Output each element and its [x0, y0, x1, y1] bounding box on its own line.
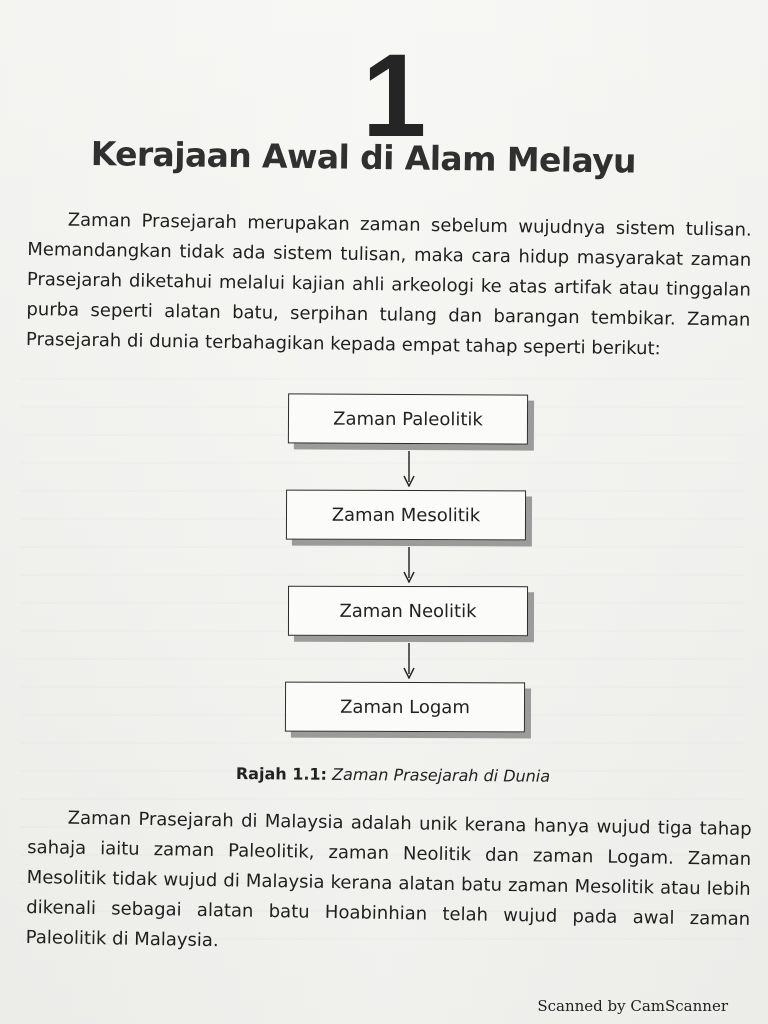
figure-caption	[236, 763, 576, 788]
flowchart-step-label: Zaman Neolitik	[339, 600, 477, 622]
body-paragraph: Zaman Prasejarah di Malaysia adalah unik kerana hanya wujud tiga tahap sahaja iaitu zaman Paleolitik, zaman Neolitik dan zaman Logam. Zaman Mesolitik tidak wujud di Malaysia kerana alatan batu zaman Mesolitik atau lebih dikenali sebagai alatan batu Hoabinhian telah wujud pada awal zaman Paleolitik di Malaysia.	[25, 807, 752, 952]
scanner-note: Scanned by CamScanner	[537, 997, 728, 1015]
figure-caption-label: Rajah 1.1:	[235, 763, 328, 784]
chapter-number: 1	[362, 30, 421, 162]
down-arrow-icon	[402, 643, 416, 679]
chapter-title: Kerajaan Awal di Alam Melayu	[90, 134, 637, 181]
intro-paragraph: Zaman Prasejarah merupakan zaman sebelum wujudnya sistem tulisan. Memandangkan tidak ada sistem tulisan, maka cara hidup masyarakat zaman Prasejarah diketahui melalui kajian ahli arkeologi ke atas artifak atau tinggalan purba seperti alatan batu, serpihan tulang dan barangan tembikar. Zaman Prasejarah di dunia terbahagikan kepada empat tahap seperti berikut:	[25, 209, 752, 360]
figure-caption-text: Zaman Prasejarah di Dunia	[332, 764, 551, 786]
down-arrow-icon	[402, 451, 416, 487]
flowchart-step-mesolitik	[286, 490, 526, 541]
flowchart-step-logam	[285, 682, 525, 733]
flowchart-step-label: Zaman Logam	[340, 696, 470, 718]
prehistory-flowchart	[270, 384, 550, 744]
flowchart-step-neolitik	[288, 586, 528, 636]
down-arrow-icon	[402, 547, 416, 583]
flowchart-step-label: Zaman Paleolitik	[333, 408, 483, 430]
flowchart-step-paleolitik	[288, 393, 528, 444]
flowchart-step-label: Zaman Mesolitik	[331, 504, 481, 526]
